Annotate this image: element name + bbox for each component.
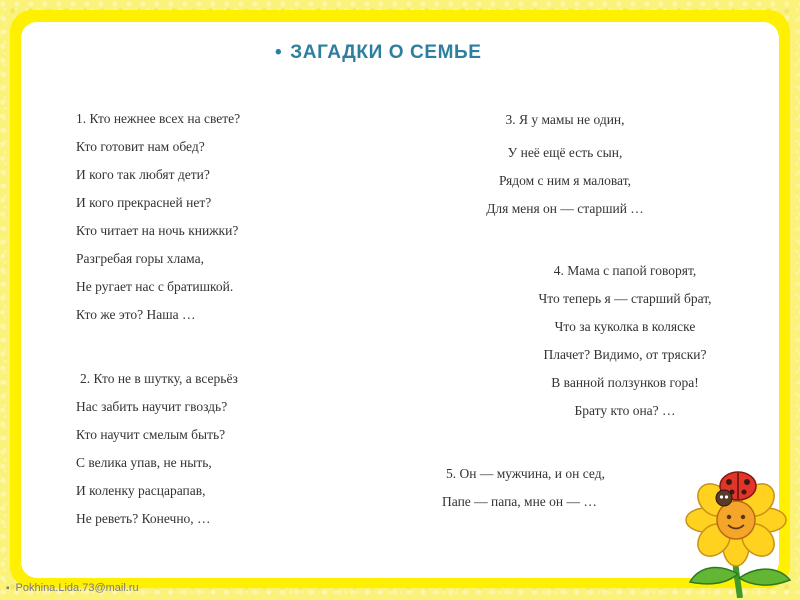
riddle-line: 2. Кто не в шутку, а всерьёз	[80, 371, 238, 386]
riddle-line: И коленку расцарапав,	[76, 483, 206, 498]
riddle-line: С велика упав, не ныть,	[76, 455, 212, 470]
riddle-line: 4. Мама с папой говорят,	[553, 263, 697, 278]
riddle-line: Папе — папа, мне он — …	[442, 494, 597, 509]
riddle-line: 1. Кто нежнее всех на свете?	[76, 111, 241, 126]
riddle-line: 5. Он — мужчина, и он сед,	[446, 466, 605, 481]
slide-title	[275, 42, 482, 64]
riddle-line: Кто же это? Наша …	[76, 307, 196, 322]
riddle-2	[76, 365, 238, 533]
riddle-line: Разгребая горы хлама,	[76, 251, 204, 266]
riddle-line: И кого так любят дети?	[76, 167, 210, 182]
riddle-line: Кто готовит нам обед?	[76, 139, 205, 154]
riddle-line: Что за куколка в коляске	[554, 319, 696, 334]
riddle-line: 3. Я у мамы не один,	[505, 112, 625, 127]
riddle-line: Для меня он — старший …	[486, 201, 644, 216]
riddle-line: У неё ещё есть сын,	[507, 145, 623, 160]
riddle-line: Плачет? Видимо, от тряски?	[543, 347, 707, 362]
riddle-line: Не ругает нас с братишкой.	[76, 279, 234, 294]
riddle-line: Кто читает на ночь книжки?	[76, 223, 239, 238]
riddle-4	[460, 257, 790, 425]
riddle-line: Не реветь? Конечно, …	[76, 511, 211, 526]
title-bullet: •	[275, 42, 283, 63]
riddle-line: Кто научит смелым быть?	[76, 427, 226, 442]
riddle-line: И кого прекрасней нет?	[76, 195, 212, 210]
title-text: ЗАГАДКИ О СЕМЬЕ	[290, 42, 482, 63]
riddle-3	[460, 106, 670, 223]
riddle-1	[76, 105, 240, 329]
flower-with-ladybug-icon	[676, 462, 800, 598]
riddle-line: В ванной ползунков гора!	[551, 375, 699, 390]
riddle-line: Рядом с ним я маловат,	[499, 173, 631, 188]
footer-email: ▪ Pokhina.Lida.73@mail.ru	[6, 582, 139, 594]
riddle-line: Что теперь я — старший брат,	[538, 291, 712, 306]
riddle-line: Нас забить научит гвоздь?	[76, 399, 228, 414]
riddle-5	[442, 460, 702, 516]
riddle-line: Брату кто она? …	[574, 403, 676, 418]
